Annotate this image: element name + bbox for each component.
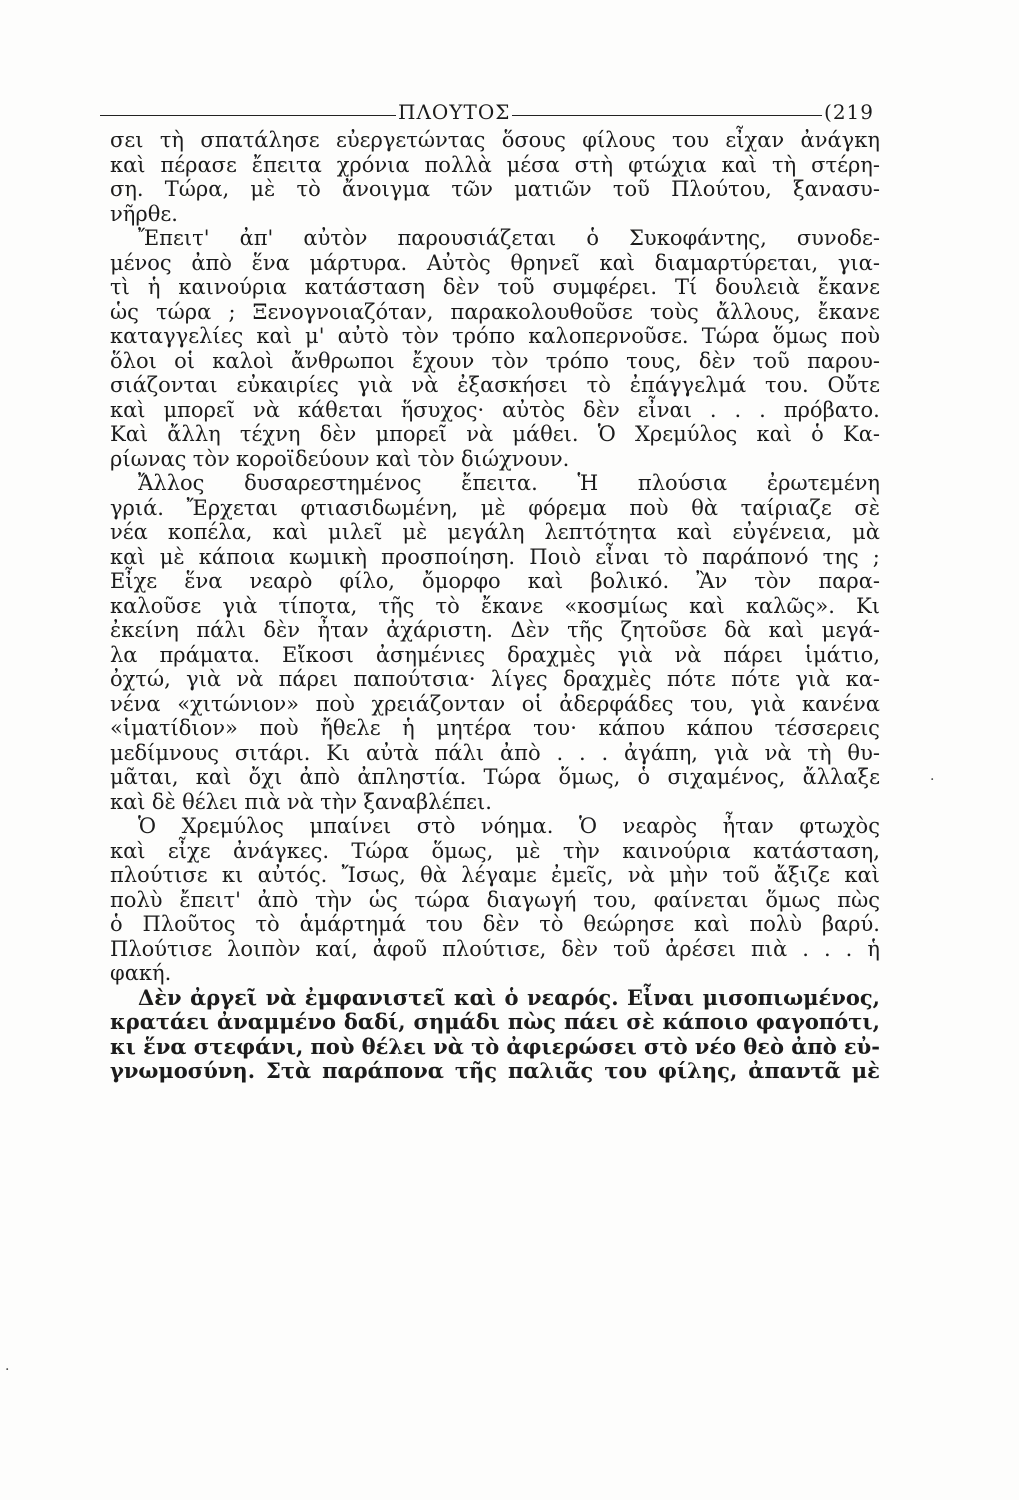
running-title: ΠΛΟΥΤΟΣ: [398, 100, 511, 124]
margin-speck: ·: [930, 772, 935, 788]
text-line: κρατάει ἀναμμένο δαδί, σημάδι πὼς πάει σὲ κάποιο φαγοπότι,: [110, 1009, 880, 1034]
paragraph: [110, 128, 880, 226]
text-line: Ἔπειτ' ἀπ' αὐτὸν παρουσιάζεται ὁ Συκοφάντης, συνοδε-: [138, 226, 880, 250]
text-line: ὀχτώ, γιὰ νὰ πάρει παπούτσια· λίγες δραχμὲς πότε πότε γιὰ κα-: [110, 667, 880, 691]
text-line: μᾶται, καὶ ὄχι ἀπὸ ἀπληστία. Τώρα ὅμως, ὁ σιχαμένος, ἄλλαξε: [110, 765, 880, 789]
text-line: νέα κοπέλα, καὶ μιλεῖ μὲ μεγάλη λεπτότητα καὶ εὐγένεια, μὰ: [110, 520, 880, 544]
text-line: καὶ εἶχε ἀνάγκες. Τώρα ὅμως, μὲ τὴν καινούρια κατάσταση,: [110, 838, 880, 863]
text-line: μένος ἀπὸ ἕνα μάρτυρα. Αὐτὸς θρηνεῖ καὶ διαμαρτύρεται, για-: [110, 250, 880, 275]
text-line: νῆρθε.: [110, 201, 178, 226]
text-line: καὶ δὲ θέλει πιὰ νὰ τὴν ξαναβλέπει.: [110, 789, 492, 814]
text-line: σει τὴ σπατάλησε εὐεργετώντας ὅσους φίλους του εἶχαν ἀνάγκη: [110, 128, 880, 152]
margin-speck: ·: [5, 1362, 10, 1378]
text-line: ἐκείνη πάλι δὲν ἦταν ἀχάριστη. Δὲν τῆς ζητοῦσε δὰ καὶ μεγά-: [110, 618, 880, 642]
text-line: νένα «χιτώνιον» ποὺ χρειάζονταν οἱ ἀδερφάδες του, γιὰ κανένα: [110, 691, 880, 716]
body-text: [110, 128, 880, 1084]
text-line: καὶ μπορεῖ νὰ κάθεται ἥσυχος· αὐτὸς δὲν εἶναι . . . πρόβατο.: [110, 397, 880, 422]
text-line: ὅλοι οἱ καλοὶ ἄνθρωποι ἔχουν τὸν τρόπο τους, δὲν τοῦ παρου-: [110, 348, 880, 373]
page-number: (219: [824, 100, 874, 124]
text-line: Ὁ Χρεμύλος μπαίνει στὸ νόημα. Ὁ νεαρὸς ἦταν φτωχὸς: [138, 814, 880, 838]
paragraph: [110, 986, 880, 1084]
text-line: καλοῦσε γιὰ τίποτα, τῆς τὸ ἔκανε «κοσμίως καὶ καλῶς». Κι: [110, 593, 880, 618]
text-line: φακή.: [110, 961, 172, 985]
text-line: ὡς τώρα ; Ξενογνοιαζόταν, παρακολουθοῦσε τοὺς ἄλλους, ἔκανε: [110, 299, 880, 324]
text-line: καὶ πέρασε ἔπειτα χρόνια πολλὰ μέσα στὴ φτώχια καὶ τὴ στέρη-: [110, 152, 880, 177]
text-line: Εἶχε ἕνα νεαρὸ φίλο, ὄμορφο καὶ βολικό. Ἂν τὸν παρα-: [110, 569, 880, 593]
text-line: λα πράματα. Εἴκοσι ἀσημένιες δραχμὲς γιὰ νὰ πάρει ἱμάτιο,: [110, 642, 880, 667]
text-line: Ἄλλος δυσαρεστημένος ἔπειτα. Ἡ πλούσια ἐρωτεμένη: [138, 471, 880, 495]
text-line: Δὲν ἀργεῖ νὰ ἐμφανιστεῖ καὶ ὁ νεαρός. Εἶναι μισοπιωμένος,: [138, 984, 880, 1010]
text-line: ρίωνας τὸν κοροϊδεύουν καὶ τὸν διώχνουν.: [110, 446, 570, 471]
text-line: γριά. Ἔρχεται φτιασιδωμένη, μὲ φόρεμα ποὺ θὰ ταίριαζε σὲ: [110, 495, 880, 520]
running-head: [100, 92, 874, 122]
header-rule-right: [512, 115, 822, 116]
text-line: σιάζονται εὐκαιρίες γιὰ νὰ ἐξασκήσει τὸ ἐπάγγελμά του. Οὔτε: [110, 373, 880, 397]
paragraph: [110, 814, 880, 986]
text-line: πολὺ ἔπειτ' ἀπὸ τὴν ὡς τώρα διαγωγή του, φαίνεται ὅμως πὼς: [110, 887, 880, 912]
text-line: τὶ ἡ καινούρια κατάσταση δὲν τοῦ συμφέρει. Τί δουλειὰ ἔκανε: [110, 275, 880, 299]
paragraph: [110, 471, 880, 814]
text-line: ὁ Πλοῦτος τὸ ἁμάρτημά του δὲν τὸ θεώρησε καὶ πολὺ βαρύ.: [110, 912, 880, 936]
text-line: καὶ μὲ κάποια κωμικὴ προσποίηση. Ποιὸ εἶναι τὸ παράπονό της ;: [110, 544, 880, 569]
text-line: καταγγελίες καὶ μ' αὐτὸ τὸν τρόπο καλοπερνοῦσε. Τώρα ὅμως ποὺ: [110, 324, 880, 348]
text-line: ση. Τώρα, μὲ τὸ ἄνοιγμα τῶν ματιῶν τοῦ Πλούτου, ξανασυ-: [110, 177, 880, 201]
text-line: κι ἕνα στεφάνι, ποὺ θέλει νὰ τὸ ἀφιερώσει στὸ νέο θεὸ ἀπὸ εὐ-: [110, 1033, 880, 1059]
paragraph: [110, 226, 880, 471]
text-line: Πλούτισε λοιπὸν καί, ἀφοῦ πλούτισε, δὲν τοῦ ἀρέσει πιὰ . . . ἡ: [110, 936, 880, 961]
text-line: πλούτισε κι αὐτός. Ἴσως, θὰ λέγαμε ἐμεῖς, νὰ μὴν τοῦ ἄξιζε καὶ: [110, 863, 880, 887]
header-rule-left: [100, 115, 396, 116]
text-line: μεδίμνους σιτάρι. Κι αὐτὰ πάλι ἀπὸ . . . ἀγάπη, γιὰ νὰ τὴ θυ-: [110, 740, 880, 765]
text-line: Καὶ ἄλλη τέχνη δὲν μπορεῖ νὰ μάθει. Ὁ Χρεμύλος καὶ ὁ Κα-: [110, 422, 880, 446]
text-line: γνωμοσύνη. Στὰ παράπονα τῆς παλιᾶς του φίλης, ἀπαντᾶ μὲ: [110, 1058, 880, 1083]
text-line: «ἱματίδιον» ποὺ ἤθελε ἡ μητέρα του· κάπου κάπου τέσσερεις: [110, 716, 880, 740]
